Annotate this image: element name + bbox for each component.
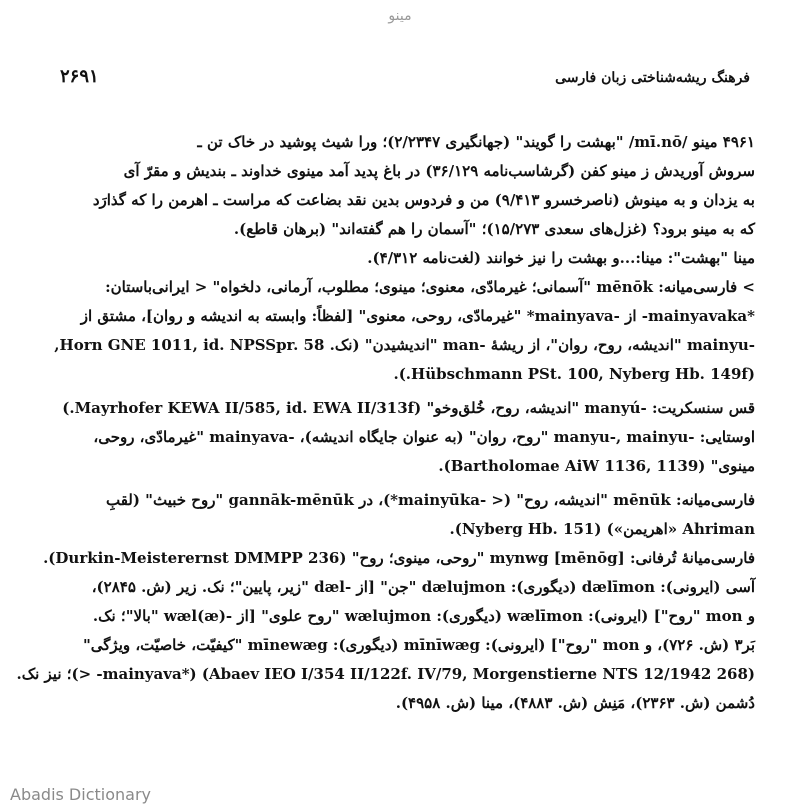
watermark: Abadis Dictionary [10, 785, 151, 804]
site-title: مینو [388, 8, 412, 24]
text-line: مینا "بهشت": مینا:...و بهشت را نیز خوانند (لغت‌نامه ۴/۳۱۲). [367, 249, 755, 267]
page-header [60, 62, 750, 92]
text-line: آسی (ایرونی): dælīmon (دیگوری): dælujmon "جن" [از -dæl "زیر، پایین"؛ نک. زیر (ش. ۲۸۴۵)، [91, 578, 755, 596]
text-line: (Abaev IEO I/354 II/122f. IV/79, Morgenstierne NTS 12/1942 268) (*mainyava- <)؛ نیز نک. [16, 665, 755, 683]
page-number: ۲۶۹۱ [60, 66, 99, 87]
text-line: و mon "روح"] (ایرونی): wælīmon (دیگوری): wælujmon "روح علوی" [از -wæl(æ) "بالا"؛ نک. [92, 607, 755, 625]
text-line: > فارسی‌میانه: mēnōk "آسمانی؛ غیرمادّی، معنوی؛ مینوی؛ مطلوب، آرمانی، دلخواه" < ایرانی‌باستان: [105, 278, 755, 296]
text-line: Ahriman «اهریمن») (Nyberg Hb. 151). [449, 520, 755, 538]
text-line: به یزدان و به مینوش (ناصرخسرو ۹/۴۱۳) من و فردوس بدین نقد بضاعت که مراست ـ اهرمن را که گذارَد [92, 191, 755, 209]
text-line: مینوی" (Bartholomae AiW 1136, 1139). [438, 457, 755, 475]
text-line: قس سنسکریت: -manyú "اندیشه، روح، خُلق‌وخو" (Mayrhofer KEWA II/585, id. EWA II/313f.) [62, 399, 755, 417]
text-line: *mainyavaka- از -mainyava* "غیرمادّی، روحی، معنوی" [لفظاً: وابسته به اندیشه و روان]، مشتق از [80, 307, 755, 325]
text-line: (Hübschmann PSt. 100, Nyberg Hb. 149f.). [393, 365, 755, 383]
text-line: دُشمن (ش. ۲۳۶۳)، مَنِش (ش. ۴۸۸۳)، مینا (ش. ۴۹۵۸). [395, 694, 755, 712]
text-line: فارسی‌میانهٔ تُرفانی: mynwg [mēnōg] "روحی، مینوی؛ روح" (Durkin-Meisterernst DMMPP 236). [43, 549, 755, 567]
text-line: فارسی‌میانه: mēnūk "اندیشه، روح" (< -mainyūka*)، در gannāk-mēnūk "روح خبیث" (لقبِ [105, 491, 755, 509]
entry-text [16, 128, 755, 718]
text-line: ۴۹۶۱ مینو /mī.nō/ "بهشت را گویند" (جهانگیری ۲/۲۳۴۷)؛ ورا شیث پوشید در خاک تن ـ [197, 133, 755, 151]
text-line: اوستایی: -manyu-, mainyu "روح، روان" (به عنوان جایگاه اندیشه)، -mainyava "غیرمادّی، روحی، [93, 428, 755, 446]
text-line: که به مینو برود؟ (غزل‌های سعدی ۱۵/۲۷۳)؛ "آسمان را هم گفته‌اند" (برهان قاطع). [233, 220, 755, 238]
book-title: فرهنگ ریشه‌شناختی زبان فارسی [555, 70, 750, 86]
text-line: سروش آوریدش ز مینو کفن (گرشاسب‌نامه ۳۶/۱۲۹) در باغ پدید آمد مینوی خداوند ـ بندیش و مقرّ آی [123, 162, 755, 180]
text-line: -mainyu "اندیشه، روح، روان"، از ریشهٔ -man "اندیشیدن" (نک. Horn GNE 1011, id. NPSSpr. 58, [54, 336, 755, 354]
text-line: بَر۳ (ش. ۷۲۶)، و mon "روح"] (ایرونی): mīnīwæg (دیگوری): mīnewæg "کیفیّت، خاصیّت، ویژگی" [82, 636, 755, 654]
